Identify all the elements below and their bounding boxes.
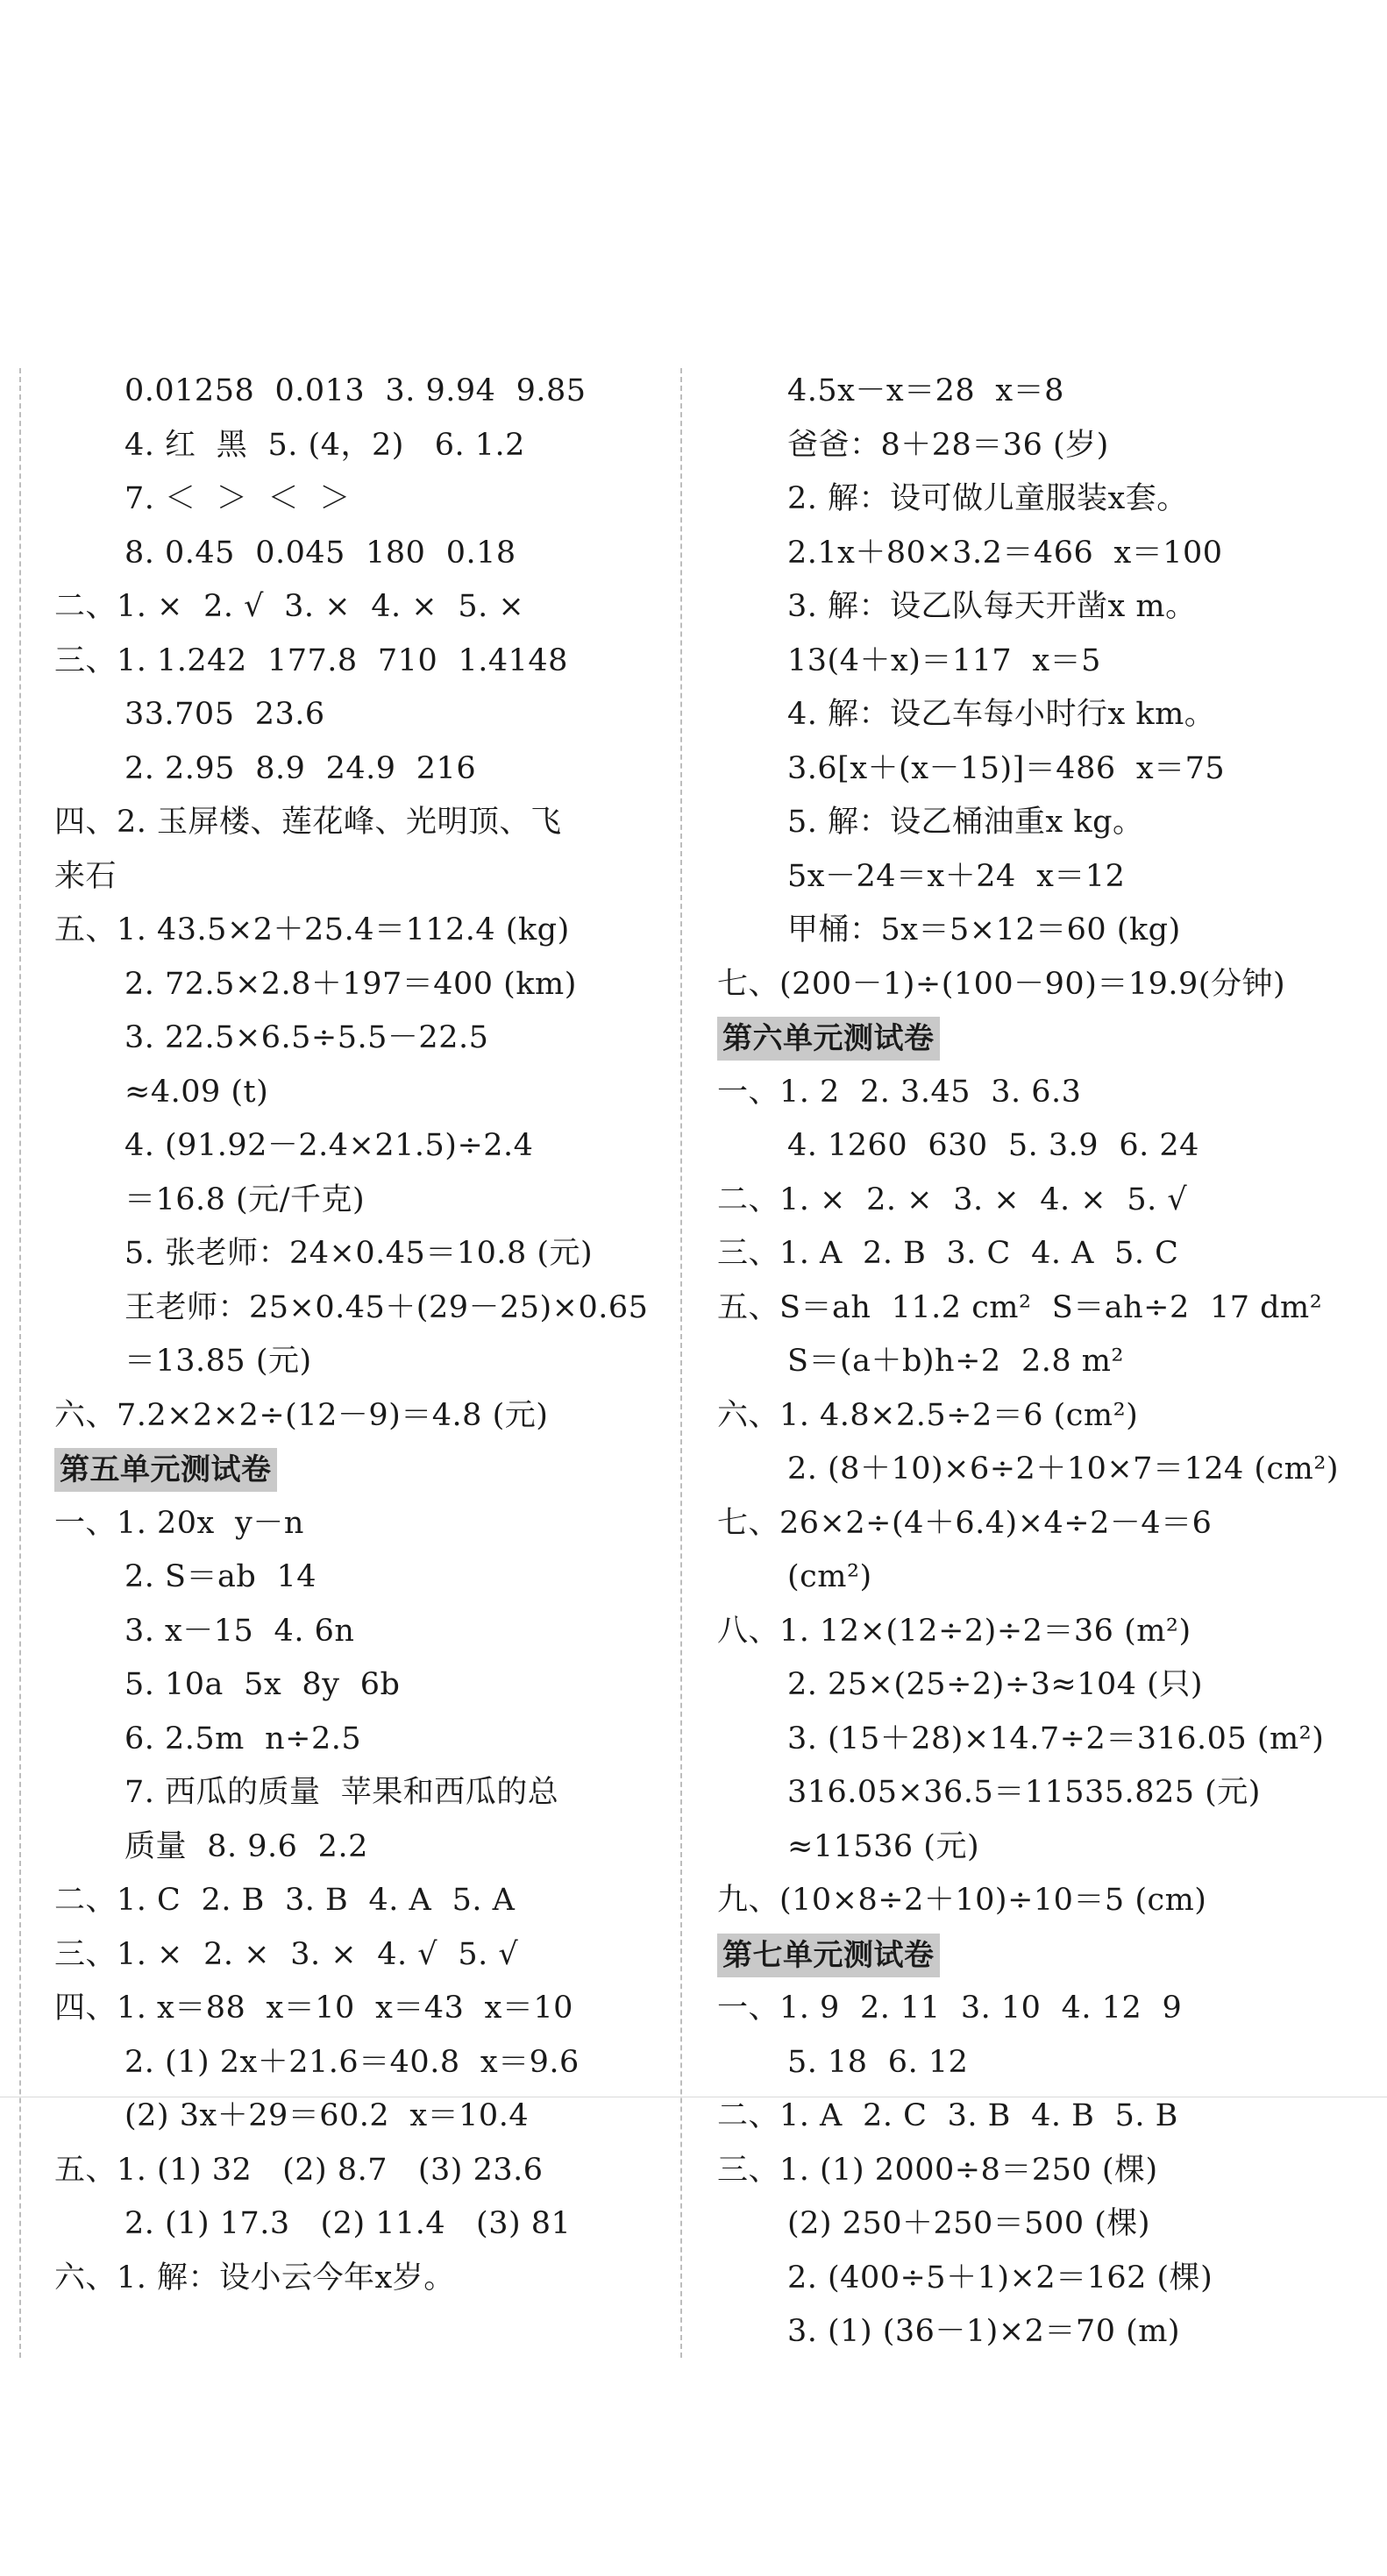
answer-line	[717, 527, 1331, 581]
answer-text: (cm²)	[787, 1559, 872, 1594]
answer-text: 七、(200－1)÷(100－90)＝19.9(分钟)	[717, 966, 1286, 1002]
right-answer-column	[717, 365, 1340, 2360]
answer-text: 2. (400÷5＋1)×2＝162 (棵)	[787, 2260, 1213, 2296]
answer-text: 2. 25×(25÷2)÷3≈104 (只)	[787, 1667, 1203, 1702]
answer-text: 2. (1) 2x＋21.6＝40.8 x＝9.6	[124, 2044, 580, 2080]
section-title: 第五单元测试卷	[54, 1448, 277, 1492]
answer-text: 8. 0.45 0.045 180 0.18	[124, 535, 516, 571]
answer-text: 3. 解：设乙队每天开凿x m。	[787, 589, 1197, 624]
answer-text: 一、1. 2 2. 3.45 3. 6.3	[717, 1074, 1082, 1110]
answer-line	[54, 742, 651, 797]
answer-text: ≈11536 (元)	[787, 1828, 980, 1864]
answer-line	[717, 635, 1331, 689]
answer-text: 6. 2.5m n÷2.5	[124, 1721, 362, 1756]
answer-text: 王老师：25×0.45＋(29－25)×0.65	[124, 1289, 649, 1325]
answer-line	[54, 1605, 651, 1659]
answer-line	[54, 1119, 651, 1174]
answer-text: 5. 18 6. 12	[787, 2044, 969, 2080]
answer-text: 316.05×36.5＝11535.825 (元)	[787, 1775, 1261, 1810]
answer-line	[54, 1820, 651, 1875]
answer-text: 一、1. 20x y－n	[54, 1505, 304, 1541]
answer-text: 2.1x＋80×3.2＝466 x＝100	[787, 535, 1223, 571]
answer-text: ＝16.8 (元/千克)	[124, 1182, 366, 1217]
answer-line	[717, 2090, 1331, 2144]
answer-line	[54, 796, 651, 850]
section-title: 第七单元测试卷	[717, 1934, 940, 1977]
answer-text: 一、1. 9 2. 11 3. 10 4. 12 9	[717, 1991, 1183, 2026]
answer-line	[717, 2036, 1331, 2090]
answer-text: 2. (8＋10)×6÷2＋10×7＝124 (cm²)	[787, 1451, 1340, 1487]
answer-text: 三、1. 1.242 177.8 710 1.4148	[54, 642, 568, 678]
answer-line	[717, 742, 1331, 797]
answer-text: 3. (1) (36－1)×2＝70 (m)	[787, 2314, 1181, 2349]
answer-text: 2. S＝ab 14	[124, 1559, 317, 1594]
answer-line	[54, 580, 651, 635]
answer-line	[54, 1874, 651, 1928]
answer-text: 4. 1260 630 5. 3.9 6. 24	[787, 1128, 1199, 1163]
answer-text: (2) 250＋250＝500 (棵)	[787, 2206, 1151, 2241]
answer-text: 7. 西瓜的质量 苹果和西瓜的总	[124, 1775, 559, 1810]
column-divider-dashed-line	[680, 368, 682, 2358]
answer-text: 五、S＝ah 11.2 cm² S＝ah÷2 17 dm²	[717, 1289, 1323, 1325]
answer-text: 二、1. A 2. C 3. B 4. B 5. B	[717, 2098, 1178, 2133]
answer-line	[54, 688, 651, 742]
answer-line	[717, 2197, 1331, 2252]
answer-line	[717, 1066, 1331, 1120]
answer-line	[54, 1011, 651, 1066]
left-answer-column	[54, 365, 651, 2305]
answer-text: 六、1. 解：设小云今年x岁。	[54, 2260, 455, 2296]
answer-text: 4. (91.92－2.4×21.5)÷2.4	[124, 1128, 534, 1163]
answer-line	[717, 688, 1331, 742]
answer-line	[717, 2252, 1331, 2306]
answer-line	[54, 1281, 651, 1336]
answer-text: 2. (1) 17.3 (2) 11.4 (3) 81	[124, 2206, 572, 2241]
answer-line	[717, 1766, 1331, 1820]
answer-line	[54, 1389, 651, 1444]
answer-line	[717, 472, 1331, 527]
answer-text: S＝(a＋b)h÷2 2.8 m²	[787, 1344, 1124, 1379]
answer-text: 四、2. 玉屏楼、莲花峰、光明顶、飞	[54, 805, 562, 840]
answer-text: 3. 22.5×6.5÷5.5－22.5	[124, 1020, 489, 1055]
answer-text: 5. 张老师：24×0.45＝10.8 (元)	[124, 1236, 594, 1271]
answer-text: 3. (15＋28)×14.7÷2＝316.05 (m²)	[787, 1721, 1325, 1756]
answer-line	[54, 365, 651, 419]
section-title: 第六单元测试卷	[717, 1017, 940, 1061]
section-title-row	[54, 1443, 651, 1497]
answer-text: 七、26×2÷(4＋6.4)×4÷2－4＝6	[717, 1505, 1213, 1541]
answer-text: 八、1. 12×(12÷2)÷2＝36 (m²)	[717, 1613, 1191, 1649]
answer-line	[717, 1982, 1331, 2036]
answer-line	[717, 1227, 1331, 1281]
answer-line	[717, 904, 1331, 958]
answer-text: 2. 2.95 8.9 24.9 216	[124, 750, 477, 786]
answer-text: 甲桶：5x＝5×12＝60 (kg)	[787, 912, 1181, 947]
answer-line	[54, 904, 651, 958]
answer-line	[717, 1605, 1331, 1659]
answer-line	[54, 635, 651, 689]
answer-text: 5. 解：设乙桶油重x kg。	[787, 805, 1144, 840]
answer-line	[717, 1658, 1331, 1713]
answer-line	[717, 1820, 1331, 1875]
answer-text: 13(4＋x)＝117 x＝5	[787, 642, 1101, 678]
answer-line	[717, 2144, 1331, 2198]
answer-line	[54, 1713, 651, 1767]
answer-text: 4.5x－x＝28 x＝8	[787, 373, 1064, 408]
answer-line	[717, 419, 1331, 473]
answer-text: 三、1. × 2. × 3. × 4. √ 5. √	[54, 1936, 519, 1972]
answer-text: 爸爸：8＋28＝36 (岁)	[787, 427, 1109, 463]
answer-line	[717, 958, 1331, 1012]
answer-line	[54, 2090, 651, 2144]
answer-line	[54, 1658, 651, 1713]
answer-text: 二、1. C 2. B 3. B 4. A 5. A	[54, 1883, 516, 1918]
answer-line	[54, 1551, 651, 1605]
answer-line	[54, 1766, 651, 1820]
answer-text: 九、(10×8÷2＋10)÷10＝5 (cm)	[717, 1883, 1207, 1918]
answer-line	[717, 580, 1331, 635]
answer-line	[54, 850, 651, 905]
answer-line	[717, 365, 1331, 419]
answer-line	[54, 1982, 651, 2036]
answer-line	[54, 527, 651, 581]
answer-line	[54, 1066, 651, 1120]
answer-text: 六、7.2×2×2÷(12－9)＝4.8 (元)	[54, 1397, 549, 1433]
left-margin-dashed-line	[19, 368, 21, 2358]
answer-line	[717, 1335, 1331, 1389]
answer-text: 2. 72.5×2.8＋197＝400 (km)	[124, 966, 577, 1002]
answer-line	[717, 1443, 1340, 1497]
answer-text: 来石	[54, 858, 117, 894]
answer-text: ＝13.85 (元)	[124, 1344, 312, 1379]
answer-text: 4. 红 黑 5. (4，2) 6. 1.2	[124, 427, 525, 463]
answer-text: 0.01258 0.013 3. 9.94 9.85	[124, 373, 587, 408]
answer-text: ≈4.09 (t)	[124, 1074, 269, 1110]
answer-line	[54, 1174, 651, 1228]
answer-line	[717, 1713, 1331, 1767]
answer-line	[54, 2252, 651, 2306]
answer-text: 7. ＜ ＞ ＜ ＞	[124, 481, 351, 516]
answer-line	[717, 850, 1331, 905]
answer-text: (2) 3x＋29＝60.2 x＝10.4	[124, 2098, 530, 2133]
answer-line	[54, 2197, 651, 2252]
answer-text: 3. x－15 4. 6n	[124, 1613, 355, 1649]
answer-line	[717, 1389, 1331, 1444]
answer-line	[717, 1174, 1331, 1228]
answer-text: 三、1. (1) 2000÷8＝250 (棵)	[717, 2152, 1158, 2188]
answer-text: 五、1. (1) 32 (2) 8.7 (3) 23.6	[54, 2152, 544, 2188]
answer-text: 3.6[x＋(x－15)]＝486 x＝75	[787, 750, 1226, 786]
answer-text: 五、1. 43.5×2＋25.4＝112.4 (kg)	[54, 912, 570, 947]
answer-text: 5. 10a 5x 8y 6b	[124, 1667, 401, 1702]
answer-line	[717, 1281, 1331, 1336]
answer-line	[54, 1497, 651, 1551]
answer-text: 三、1. A 2. B 3. C 4. A 5. C	[717, 1236, 1179, 1271]
answer-line	[54, 1335, 651, 1389]
answer-line	[54, 472, 651, 527]
answer-text: 4. 解：设乙车每小时行x km。	[787, 697, 1216, 732]
answer-text: 质量 8. 9.6 2.2	[124, 1828, 368, 1864]
answer-line	[717, 1119, 1331, 1174]
answer-line	[717, 1874, 1331, 1928]
answer-text: 二、1. × 2. × 3. × 4. × 5. √	[717, 1182, 1188, 1217]
answer-text: 33.705 23.6	[124, 697, 325, 732]
answer-text: 四、1. x＝88 x＝10 x＝43 x＝10	[54, 1991, 573, 2026]
answer-line	[54, 2144, 651, 2198]
answer-line	[717, 796, 1331, 850]
answer-text: 六、1. 4.8×2.5÷2＝6 (cm²)	[717, 1397, 1139, 1433]
answer-line	[54, 2036, 651, 2090]
answer-text: 2. 解：设可做儿童服装x套。	[787, 481, 1188, 516]
section-title-row	[717, 1928, 1331, 1983]
answer-text: 5x－24＝x＋24 x＝12	[787, 858, 1126, 894]
answer-line	[54, 958, 651, 1012]
answer-line	[717, 1551, 1331, 1605]
answer-text: 二、1. × 2. √ 3. × 4. × 5. ×	[54, 589, 525, 624]
answer-line	[54, 419, 651, 473]
answer-line	[717, 1497, 1331, 1551]
answer-line	[54, 1928, 651, 1983]
answer-line	[717, 2305, 1331, 2360]
answer-line	[54, 1227, 651, 1281]
section-title-row	[717, 1011, 1331, 1066]
